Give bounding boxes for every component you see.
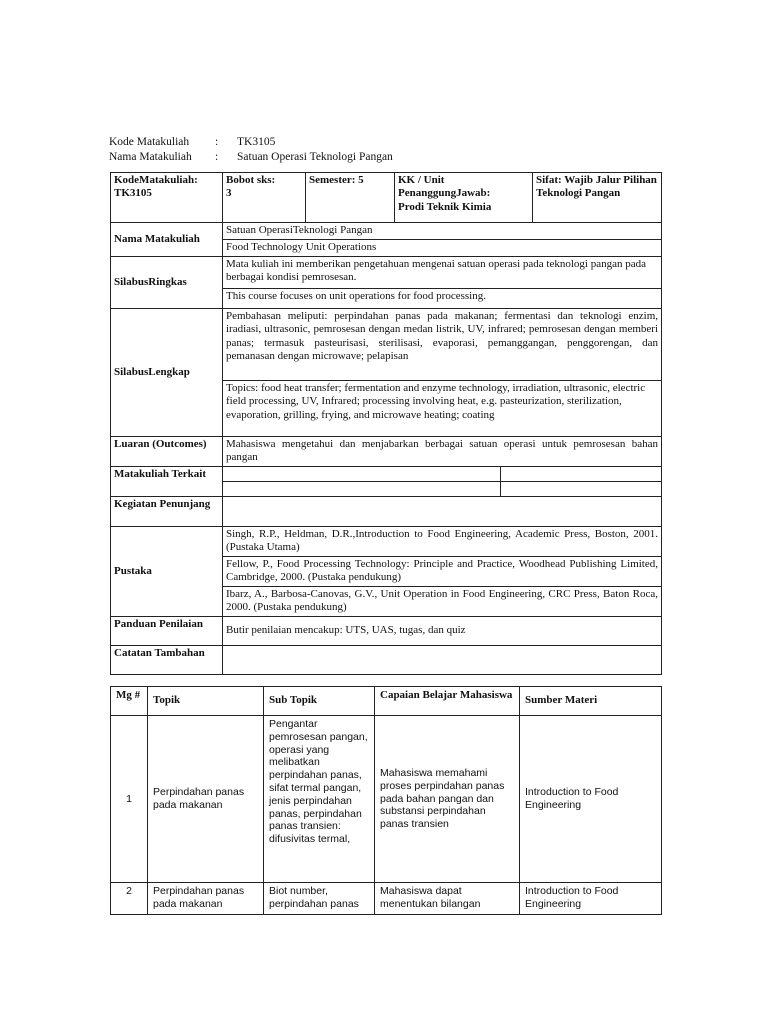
info-row: [111, 173, 662, 223]
ringkas-id: Mata kuliah ini memberikan pengetahuan mengenai satuan operasi pada teknologi pangan pada berbagai kondisi pemrosesan.: [223, 257, 662, 289]
terkait-cell: [501, 482, 662, 497]
semester-cell: Semester: 5: [306, 173, 395, 223]
header-mg: Mg #: [111, 687, 148, 716]
nama-label: Nama Matakuliah: [111, 223, 223, 257]
panduan-text: Butir penilaian mencakup: UTS, UAS, tugas, dan quiz: [223, 617, 662, 646]
pustaka-row: [111, 527, 662, 557]
kode-label: KodeMatakuliah:: [114, 174, 198, 186]
course-header: [109, 135, 509, 165]
header-row-kode: [109, 135, 509, 150]
ringkas-label: SilabusRingkas: [111, 257, 223, 309]
kk-value: Prodi Teknik Kimia: [398, 200, 492, 213]
header-label: Kode Matakuliah: [109, 136, 190, 148]
lengkap-row: [111, 309, 662, 381]
header-capaian: Capaian Belajar Mahasiswa: [375, 687, 520, 716]
terkait-cell: [501, 467, 662, 482]
row-mg: 2: [111, 883, 148, 915]
header-row-nama: [109, 150, 509, 165]
lengkap-label: SilabusLengkap: [111, 309, 223, 437]
table-row: [111, 716, 662, 883]
luaran-label: Luaran (Outcomes): [111, 437, 223, 467]
row-sub-topik: Pengantar pemrosesan pangan, operasi yang melibatkan perpindahan panas, sifat termal pangan, jenis perpindahan panas, perpindahan panas transien: difusivitas termal,: [264, 716, 375, 883]
terkait-label: Matakuliah Terkait: [111, 467, 223, 497]
pustaka-item: Fellow, P., Food Processing Technology: Principle and Practice, Woodhead Publishing Limited, Cambridge, 2000. (Pustaka pendukung): [223, 557, 662, 587]
terkait-cell: [223, 467, 501, 482]
catatan-value: [223, 646, 662, 675]
catatan-label: Catatan Tambahan: [111, 646, 223, 675]
pustaka-item: Ibarz, A., Barbosa-Canovas, G.V., Unit Operation in Food Engineering, CRC Press, Baton Roca, 2000. (Pustaka pendukung): [223, 587, 662, 617]
header-value: Satuan Operasi Teknologi Pangan: [237, 151, 393, 163]
lengkap-id: Pembahasan meliputi: perpindahan panas pada makanan; fermentasi dan teknologi enzim, iradiasi, ultrasonic, pemrosesan dengan medan listrik, UV, infrared; pemrosesan dengan memberi panas; termasuk pasteurisasi, sterilisasi, evaporasi, pemanggangan, penggorengan, dan pemanasan dengan microwave; pelapisan: [223, 309, 662, 381]
row-sub-topik: Biot number, perpindahan panas: [264, 883, 375, 915]
nama-row: [111, 223, 662, 240]
row-mg: 1: [111, 716, 148, 883]
kegiatan-value: [223, 497, 662, 527]
panduan-row: [111, 617, 662, 646]
table-row: [111, 883, 662, 915]
row-capaian: Mahasiswa memahami proses perpindahan panas pada bahan pangan dan substansi perpindahan panas transien: [375, 716, 520, 883]
kegiatan-label: Kegiatan Penunjang: [111, 497, 223, 527]
kk-cell: [395, 173, 533, 223]
header-value: TK3105: [237, 136, 276, 148]
terkait-row: [111, 467, 662, 482]
kk-label: KK / Unit PenanggungJawab:: [398, 174, 491, 200]
panduan-label: Panduan Penilaian: [111, 617, 223, 646]
header-colon: :: [215, 151, 219, 163]
lengkap-en: Topics: food heat transfer; fermentation and enzyme technology, irradiation, ultrasonic, electric field processing, UV, Infrared; processing involving heat, e.g. pasteurization, sterilization, evaporation, grilling, frying, and microwave heating; coating: [223, 381, 662, 437]
pustaka-item: Singh, R.P., Heldman, D.R.,Introduction to Food Engineering, Academic Press, Boston, 2001. (Pustaka Utama): [223, 527, 662, 557]
row-capaian: Mahasiswa dapat menentukan bilangan: [375, 883, 520, 915]
row-sumber: Introduction to Food Engineering: [520, 716, 662, 883]
row-topik: Perpindahan panas pada makanan: [148, 883, 264, 915]
row-topik: Perpindahan panas pada makanan: [148, 716, 264, 883]
ringkas-row: [111, 257, 662, 289]
nama-id: Satuan OperasiTeknologi Pangan: [223, 223, 662, 240]
schedule-table: [110, 686, 662, 915]
kegiatan-row: [111, 497, 662, 527]
row-sumber: Introduction to Food Engineering: [520, 883, 662, 915]
bobot-value: 3: [226, 187, 232, 200]
terkait-cell: [223, 482, 501, 497]
course-info-table: [110, 172, 662, 675]
pustaka-label: Pustaka: [111, 527, 223, 617]
catatan-row: [111, 646, 662, 675]
header-sub-topik: Sub Topik: [264, 687, 375, 716]
luaran-row: [111, 437, 662, 467]
header-topik: Topik: [148, 687, 264, 716]
nama-en: Food Technology Unit Operations: [223, 240, 662, 257]
luaran-text: Mahasiswa mengetahui dan menjabarkan berbagai satuan operasi untuk pemrosesan bahan pangan: [223, 437, 662, 467]
header-sumber: Sumber Materi: [520, 687, 662, 716]
ringkas-en: This course focuses on unit operations for food processing.: [223, 289, 662, 309]
header-label: Nama Matakuliah: [109, 151, 192, 163]
sifat-cell: Sifat: Wajib Jalur Pilihan Teknologi Pangan: [533, 173, 662, 223]
kode-cell: [111, 173, 223, 223]
bobot-cell: [223, 173, 306, 223]
bobot-label: Bobot sks:: [226, 174, 276, 186]
kode-value: TK3105: [114, 187, 152, 200]
schedule-header-row: [111, 687, 662, 716]
header-colon: :: [215, 136, 219, 148]
